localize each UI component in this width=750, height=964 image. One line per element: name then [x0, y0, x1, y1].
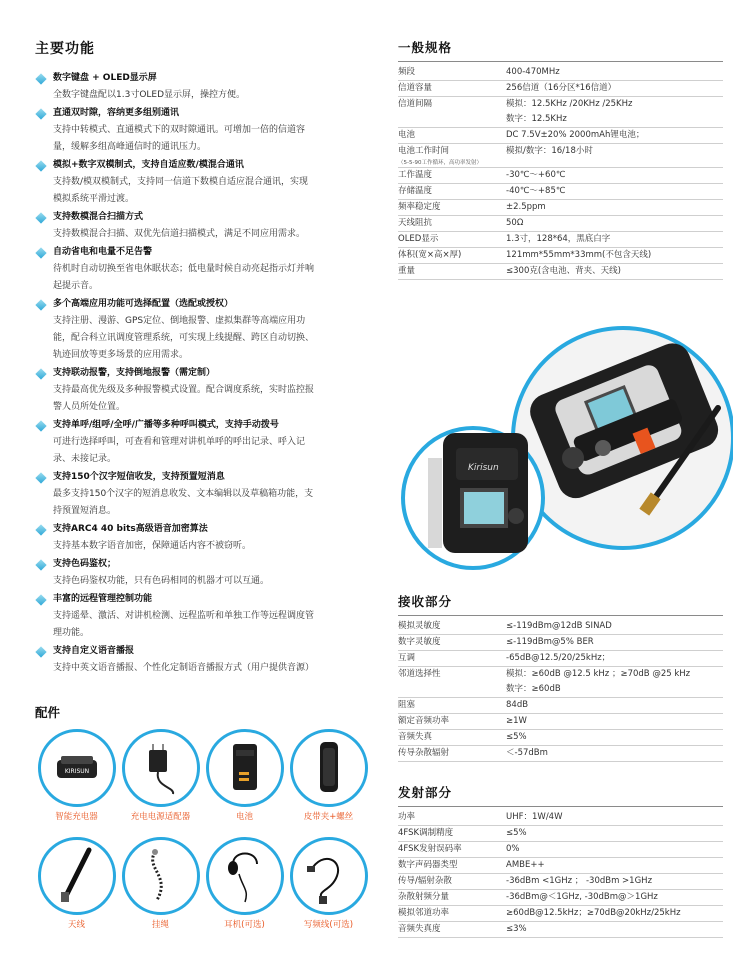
- spec-label: [398, 826, 506, 842]
- spec-label: [398, 97, 506, 113]
- accessory-label: 充电电源适配器: [130, 812, 191, 822]
- spec-label: [398, 651, 506, 667]
- feature-title: [35, 365, 370, 382]
- feature-title-text: 支持联动报警，支持倒地报警（需定制）: [53, 368, 216, 378]
- feature-title: [35, 209, 370, 226]
- feature-description: 支持中转模式、直通模式下的双时隙通讯。可增加一倍的信道容: [53, 125, 306, 135]
- spec-value: 数字：12.5KHz: [506, 112, 723, 128]
- diamond-bullet-icon: [35, 368, 46, 379]
- spec-row: [398, 810, 723, 826]
- transmit-specs-section: [398, 783, 723, 938]
- spec-row: [398, 619, 723, 635]
- feature-item: [35, 643, 370, 677]
- feature-title-text: 支持数模混合扫描方式: [53, 212, 144, 222]
- feature-description: 支持色码鉴权功能，只有色码相同的机器才可以互通。: [53, 576, 270, 586]
- spec-row: [398, 826, 723, 842]
- spec-row: [398, 714, 723, 730]
- feature-description: 支持数/模双模制式，支持同一信道下数模自适应混合通讯，实现: [53, 177, 309, 187]
- spec-value: ＜-57dBm: [506, 746, 723, 762]
- feature-description: 全数字键盘配以1.3寸OLED显示屏，操控方便。: [53, 90, 246, 100]
- spec-row: [398, 874, 723, 890]
- spec-label-text: 工作温度: [398, 170, 433, 180]
- spec-value: 数字：≥60dB: [506, 682, 723, 698]
- spec-value: 400-470MHz: [506, 65, 723, 81]
- feature-title: [35, 591, 370, 608]
- feature-title-text: 支持单呼/组呼/全呼/广播等多种呼叫模式，支持手动拨号: [53, 420, 279, 430]
- feature-description: 持预置短消息。: [53, 506, 117, 516]
- earphone-icon: [206, 837, 284, 915]
- spec-note: （5-5-90工作循环，高功率发射）: [398, 160, 482, 166]
- spec-label: [398, 232, 506, 248]
- accessory-item: [34, 837, 119, 930]
- feature-description: 警人员所处位置。: [53, 402, 126, 412]
- diamond-bullet-icon: [35, 73, 46, 84]
- spec-value: 256信道（16分区*16信道）: [506, 81, 723, 97]
- spec-value: 1.3寸，128*64，黑底白字: [506, 232, 723, 248]
- feature-description: 支持中英文语音播报、个性化定制语音播报方式（用户提供音源）: [53, 663, 315, 673]
- spec-label-text: 数字灵敏度: [398, 637, 441, 647]
- spec-row: [398, 667, 723, 683]
- spec-row: [398, 635, 723, 651]
- spec-label-text: 频段: [398, 67, 416, 77]
- accessory-item: [286, 837, 371, 930]
- feature-title-text: 数字键盘 + OLED显示屏: [53, 73, 157, 83]
- spec-label-text: 电池工作时间: [398, 146, 450, 156]
- receive-specs-section: [398, 592, 723, 762]
- feature-description: 轨迹回放等更多场景的应用需求。: [53, 350, 189, 360]
- spec-value: ≥1W: [506, 714, 723, 730]
- accessory-item: [202, 729, 287, 822]
- spec-row: [398, 922, 723, 938]
- accessory-item: [34, 729, 119, 822]
- feature-title: [35, 469, 370, 486]
- feature-description: 可进行选择呼叫，可查看和管理对讲机单呼的呼出记录、呼入记: [53, 437, 306, 447]
- spec-label-text: 4FSK调制精度: [398, 828, 454, 838]
- feature-item: [35, 70, 370, 104]
- diamond-bullet-icon: [35, 472, 46, 483]
- feature-description: 支持最高优先级及多种报警模式设置。配合调度系统，实时监控报: [53, 385, 315, 395]
- spec-value: ≤-119dBm@12dB SINAD: [506, 619, 723, 635]
- diamond-bullet-icon: [35, 646, 46, 657]
- feature-item: [35, 157, 370, 208]
- spec-row: [398, 842, 723, 858]
- spec-value: ≤5%: [506, 826, 723, 842]
- spec-value: 50Ω: [506, 216, 723, 232]
- spec-row: [398, 651, 723, 667]
- feature-title: [35, 244, 370, 261]
- spec-label-text: 信道间隔: [398, 99, 433, 109]
- feature-description: 待机时自动切换至省电休眠状态；低电量时候自动亮起指示灯并响: [53, 264, 315, 274]
- accessory-item: [202, 837, 287, 930]
- spec-label-empty: [398, 682, 506, 698]
- spec-value: DC 7.5V±20% 2000mAh锂电池；: [506, 128, 723, 144]
- spec-label: [398, 168, 506, 184]
- accessory-label: 耳机(可选): [224, 920, 265, 930]
- feature-title: [35, 417, 370, 434]
- spec-label-text: 电池: [398, 130, 416, 140]
- spec-row: [398, 65, 723, 81]
- spec-label: [398, 842, 506, 858]
- spec-row: [398, 890, 723, 906]
- spec-label: [398, 746, 506, 762]
- accessory-label: 天线: [67, 920, 85, 930]
- spec-label: [398, 128, 506, 144]
- spec-label-text: 信道容量: [398, 83, 433, 93]
- spec-label-text: 互调: [398, 653, 416, 663]
- feature-title-text: 丰富的远程管理控制功能: [53, 594, 153, 604]
- spec-value: 84dB: [506, 698, 723, 714]
- spec-row: [398, 184, 723, 200]
- accessories-grid: [35, 729, 370, 939]
- diamond-bullet-icon: [35, 299, 46, 310]
- feature-description: 支持数模混合扫描、双优先信道扫描模式，满足不同应用需求。: [53, 229, 306, 239]
- accessory-item: [286, 729, 371, 822]
- spec-row: [398, 858, 723, 874]
- spec-label: [398, 714, 506, 730]
- spec-label-empty: [398, 112, 506, 128]
- spec-label: [398, 635, 506, 651]
- adapter-icon: [122, 729, 200, 807]
- spec-value: -36dBm@＜1GHz, -30dBm@＞1GHz: [506, 890, 723, 906]
- spec-row: [398, 248, 723, 264]
- feature-title-text: 支持自定义语音播报: [53, 646, 135, 656]
- feature-item: [35, 244, 370, 295]
- spec-row: [398, 144, 723, 168]
- feature-item: [35, 469, 370, 520]
- spec-label-text: 杂散射频分量: [398, 892, 450, 902]
- spec-value: -65dB@12.5/20/25kHz；: [506, 651, 723, 667]
- feature-title-text: 支持ARC4 40 bits高级语音加密算法: [53, 524, 208, 534]
- spec-label-text: 数字声码器类型: [398, 860, 458, 870]
- spec-label-text: 天线阻抗: [398, 218, 433, 228]
- spec-label: [398, 810, 506, 826]
- spec-value: AMBE++: [506, 858, 723, 874]
- belt-clip-icon: [290, 729, 368, 807]
- spec-label: [398, 65, 506, 81]
- spec-label: [398, 890, 506, 906]
- feature-item: [35, 591, 370, 642]
- spec-value: ≥60dB@12.5kHz；≥70dB@20kHz/25kHz: [506, 906, 723, 922]
- spec-label-text: 邻道选择性: [398, 669, 441, 679]
- feature-title: [35, 643, 370, 660]
- main-features-column: [35, 38, 370, 939]
- diamond-bullet-icon: [35, 524, 46, 535]
- spec-label-text: 音频失真: [398, 732, 433, 742]
- feature-title: [35, 157, 370, 174]
- spec-label-text: 传导/辐射杂散: [398, 876, 452, 886]
- spec-value: 0%: [506, 842, 723, 858]
- charger-icon: [38, 729, 116, 807]
- feature-description: 量，缓解多组高峰通信时的通讯压力。: [53, 142, 207, 152]
- feature-description: 录、未接记录。: [53, 454, 117, 464]
- spec-label: [398, 216, 506, 232]
- spec-row: [398, 112, 723, 128]
- spec-label-text: 存储温度: [398, 186, 433, 196]
- spec-row: [398, 200, 723, 216]
- spec-value: ≤3%: [506, 922, 723, 938]
- svg-text:KIRISUN: KIRISUN: [64, 768, 89, 775]
- diamond-bullet-icon: [35, 212, 46, 223]
- spec-value: -30℃～+60℃: [506, 168, 723, 184]
- spec-row: [398, 698, 723, 714]
- spec-label-text: 音频失真度: [398, 924, 441, 934]
- feature-description: 支持遥晕、激活、对讲机检测、远程监听和单独工作等远程调度管: [53, 611, 315, 621]
- transmit-specs-table: [398, 810, 723, 938]
- spec-value: ±2.5ppm: [506, 200, 723, 216]
- spec-label-text: 频率稳定度: [398, 202, 441, 212]
- spec-label: [398, 922, 506, 938]
- radio-illustration: [398, 318, 733, 588]
- feature-description: 支持基本数字语音加密，保障通话内容不被窃听。: [53, 541, 252, 551]
- spec-row: [398, 682, 723, 698]
- accessory-label: 电池: [235, 812, 253, 822]
- spec-label-text: 传导杂散辐射: [398, 748, 450, 758]
- feature-description: 模拟系统平滑过渡。: [53, 194, 135, 204]
- diamond-bullet-icon: [35, 594, 46, 605]
- feature-list: [35, 70, 370, 677]
- spec-row: [398, 906, 723, 922]
- accessory-label: 智能充电器: [55, 812, 98, 822]
- spec-label: [398, 619, 506, 635]
- diamond-bullet-icon: [35, 420, 46, 431]
- feature-description: 支持注册、漫游、GPS定位、倒地报警、虚拟集群等高端应用功: [53, 316, 306, 326]
- spec-label: [398, 184, 506, 200]
- spec-label-text: 功率: [398, 812, 416, 822]
- spec-value: 模拟：≥60dB @12.5 kHz ；≥70dB @25 kHz: [506, 669, 691, 679]
- spec-value: 模拟/数字：16/18小时: [506, 144, 723, 168]
- spec-label: [398, 81, 506, 97]
- diamond-bullet-icon: [35, 160, 46, 171]
- lanyard-icon: [122, 837, 200, 915]
- spec-label: [398, 698, 506, 714]
- feature-description: 起提示音。: [53, 281, 99, 291]
- spec-label: [398, 200, 506, 216]
- spec-value: 模拟：12.5KHz /20KHz /25KHz: [506, 99, 633, 109]
- feature-title-text: 自动省电和电量不足告警: [53, 247, 153, 257]
- feature-item: [35, 417, 370, 468]
- product-photo: [398, 318, 733, 588]
- feature-title-text: 多个高端应用功能可选择配置（选配或授权）: [53, 299, 234, 309]
- spec-value: UHF：1W/4W: [506, 810, 723, 826]
- spec-label: [398, 264, 506, 280]
- spec-label: [398, 906, 506, 922]
- spec-value: 121mm*55mm*33mm(不包含天线): [506, 248, 723, 264]
- spec-value: ≤-119dBm@5% BER: [506, 635, 723, 651]
- feature-item: [35, 296, 370, 364]
- spec-row: [398, 232, 723, 248]
- general-specs-title: 一般规格: [398, 38, 723, 62]
- spec-value: -36dBm <1GHz ； -30dBm >1GHz: [506, 874, 723, 890]
- spec-label-text: 重量: [398, 266, 416, 276]
- spec-row: [398, 168, 723, 184]
- accessory-item: [118, 837, 203, 930]
- feature-title: [35, 556, 370, 573]
- spec-row: [398, 128, 723, 144]
- programming-cable-icon: [290, 837, 368, 915]
- spec-label-text: 4FSK发射误码率: [398, 844, 462, 854]
- accessory-item: [118, 729, 203, 822]
- spec-value: -40℃～+85℃: [506, 184, 723, 200]
- antenna-icon: [38, 837, 116, 915]
- diamond-bullet-icon: [35, 559, 46, 570]
- general-specs-section: [398, 38, 723, 280]
- radio-logo: Kirisun: [468, 463, 499, 473]
- diamond-bullet-icon: [35, 108, 46, 119]
- feature-title-text: 模拟+数字双模制式，支持自适应数/模混合通讯: [53, 160, 244, 170]
- spec-label-text: 额定音频功率: [398, 716, 450, 726]
- spec-row: [398, 81, 723, 97]
- accessory-label: 挂绳: [151, 920, 169, 930]
- spec-label: [398, 858, 506, 874]
- spec-label: [398, 730, 506, 746]
- feature-title-text: 直通双时隙，容纳更多组别通讯: [53, 108, 180, 118]
- spec-label: [398, 248, 506, 264]
- battery-icon: [206, 729, 284, 807]
- feature-title: [35, 521, 370, 538]
- spec-label-text: 阻塞: [398, 700, 416, 710]
- spec-row: [398, 216, 723, 232]
- accessory-label: 皮带夹+螺丝: [303, 812, 354, 822]
- diamond-bullet-icon: [35, 247, 46, 258]
- feature-item: [35, 209, 370, 243]
- spec-label-text: 模拟灵敏度: [398, 621, 441, 631]
- feature-description: 最多支持150个汉字的短消息收发、文本编辑以及草稿箱功能，支: [53, 489, 314, 499]
- feature-item: [35, 105, 370, 156]
- spec-row: [398, 746, 723, 762]
- spec-label: [398, 874, 506, 890]
- accessories-title: 配件: [35, 705, 61, 720]
- spec-label-text: 模拟邻道功率: [398, 908, 450, 918]
- spec-value: ≤300克(含电池、背夹、天线): [506, 264, 723, 280]
- spec-label-text: 体积(宽×高×厚): [398, 250, 462, 260]
- spec-label: [398, 667, 506, 683]
- spec-label-text: OLED显示: [398, 234, 439, 244]
- receive-specs-title: 接收部分: [398, 592, 723, 616]
- feature-item: [35, 556, 370, 590]
- feature-title-text: 支持150个汉字短信收发，支持预置短消息: [53, 472, 225, 482]
- feature-title: [35, 105, 370, 122]
- feature-item: [35, 521, 370, 555]
- feature-description: 理功能。: [53, 628, 90, 638]
- feature-description: 能，配合科立讯调度管理系统，可实现上线提醒、跨区自动切换、: [53, 333, 315, 343]
- main-features-title: 主要功能: [35, 41, 95, 57]
- general-specs-table: [398, 65, 723, 280]
- feature-title: [35, 296, 370, 313]
- feature-title-text: 支持色码鉴权；: [53, 559, 117, 569]
- spec-row: [398, 264, 723, 280]
- spec-value: ≤5%: [506, 730, 723, 746]
- feature-item: [35, 365, 370, 416]
- radio-front-closeup: [428, 433, 528, 553]
- spec-row: [398, 730, 723, 746]
- transmit-specs-title: 发射部分: [398, 783, 723, 807]
- spec-row: [398, 97, 723, 113]
- spec-label: [398, 144, 506, 168]
- receive-specs-table: [398, 619, 723, 762]
- accessory-label: 写频线(可选): [303, 920, 354, 930]
- feature-title: [35, 70, 370, 87]
